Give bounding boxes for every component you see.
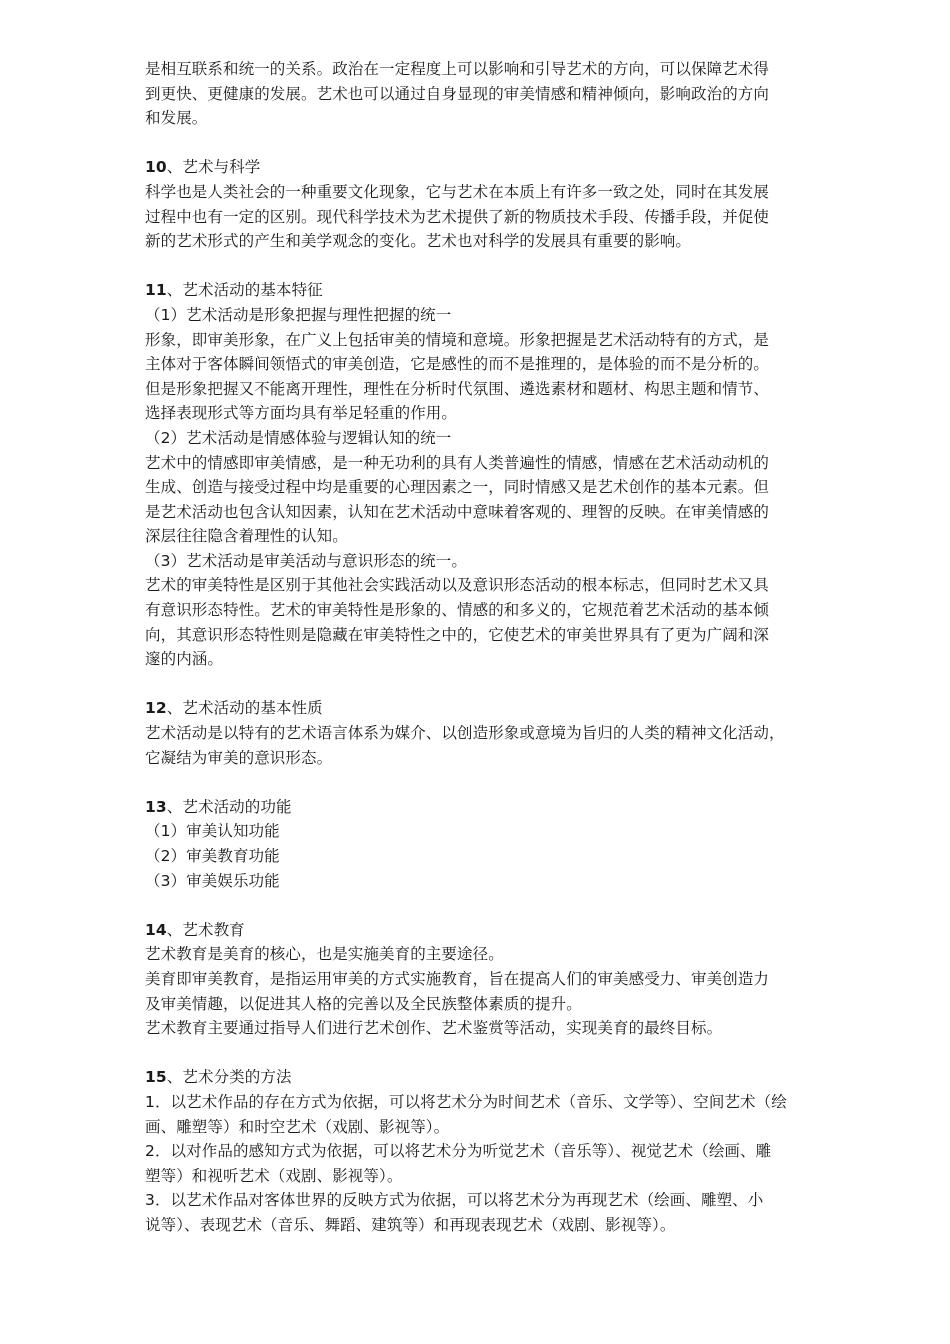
section-title: 、艺术活动的基本性质 (166, 699, 323, 718)
section-title: 、艺术与科学 (166, 158, 261, 177)
text-line: 选择表现形式等方面均具有举足轻重的作用。 (145, 404, 458, 423)
text-line: 艺术教育是美育的核心，也是实施美育的主要途径。 (145, 945, 504, 964)
text-line: 形象，即审美形象，在广义上包括审美的情境和意境。形象把握是艺术活动特有的方式，是 (145, 330, 770, 349)
section-spacer (145, 672, 815, 697)
text-line: 过程中也有一定的区别。现代科学技术为艺术提供了新的物质技术手段、传播手段，并促使 (145, 207, 770, 226)
section-heading (145, 1065, 815, 1090)
text-line: 说等）、表现艺术（音乐、舞蹈、建筑等）和再现表现艺术（戏剧、影视等）。 (145, 1215, 676, 1234)
text-line: 科学也是人类社会的一种重要文化现象，它与艺术在本质上有许多一致之处，同时在其发展 (145, 182, 770, 201)
text-line: 是艺术活动也包含认知因素，认知在艺术活动中意味着客观的、理智的反映。在审美情感的 (145, 502, 770, 521)
text-line: （1）艺术活动是形象把握与理性把握的统一 (145, 305, 452, 324)
text-line: 但是形象把握又不能离开理性，理性在分析时代氛围、遴选素材和题材、构思主题和情节、 (145, 379, 770, 398)
section-number: 15 (145, 1068, 167, 1087)
section-number: 12 (145, 699, 167, 718)
text-line: 美育即审美教育，是指运用审美的方式实施教育，旨在提高人们的审美感受力、审美创造力 (145, 969, 770, 988)
text-line: 深层往往隐含着理性的认知。 (145, 527, 348, 546)
section-heading (145, 155, 815, 180)
text-line: 2．以对作品的感知方式为依据，可以将艺术分为听觉艺术（音乐等）、视觉艺术（绘画、雕 (145, 1142, 772, 1161)
section-number: 14 (145, 920, 167, 939)
text-line: 3．以艺术作品对客体世界的反映方式为依据，可以将艺术分为再现艺术（绘画、雕塑、小 (145, 1191, 764, 1210)
section-number: 10 (145, 158, 167, 177)
section-heading (145, 918, 815, 943)
text-line: 艺术活动是以特有的艺术语言体系为媒介、以创造形象或意境为旨归的人类的精神文化活动， (145, 724, 785, 743)
text-line: （1）审美认知功能 (145, 822, 280, 841)
text-line: 向，其意识形态特性则是隐藏在审美特性之中的，它使艺术的审美世界具有了更为广阔和深 (145, 625, 770, 644)
text-line: 艺术教育主要通过指导人们进行艺术创作、艺术鉴赏等活动，实现美育的最终目标。 (145, 1019, 723, 1038)
section-title: 、艺术教育 (166, 920, 245, 939)
text-line: 艺术中的情感即审美情感，是一种无功利的具有人类普遍性的情感，情感在艺术活动动机的 (145, 453, 770, 472)
text-line: （3）审美娱乐功能 (145, 871, 280, 890)
section-title: 、艺术分类的方法 (166, 1068, 292, 1087)
section-title: 、艺术活动的基本特征 (166, 281, 323, 300)
text-line: 主体对于客体瞬间领悟式的审美创造，它是感性的而不是推理的，是体验的而不是分析的。 (145, 355, 770, 374)
section-heading (145, 278, 815, 303)
section-spacer (145, 131, 815, 156)
text-line: （2）审美教育功能 (145, 847, 280, 865)
section-spacer (145, 254, 815, 279)
section-title: 、艺术活动的功能 (166, 797, 292, 816)
text-line: 塑等）和视听艺术（戏剧、影视等）。 (145, 1166, 403, 1185)
text-line: 新的艺术形式的产生和美学观念的变化。艺术也对科学的发展具有重要的影响。 (145, 232, 692, 251)
section-number: 13 (145, 797, 167, 816)
text-line: （2）艺术活动是情感体验与逻辑认知的统一 (145, 428, 452, 447)
text-line: 艺术的审美特性是区别于其他社会实践活动以及意识形态活动的根本标志，但同时艺术又具 (145, 576, 770, 595)
section-heading (145, 795, 815, 820)
text-line: 有意识形态特性。艺术的审美特性是形象的、情感的和多义的，它规范着艺术活动的基本倾 (145, 601, 770, 620)
section-spacer (145, 1041, 815, 1066)
text-line: 1．以艺术作品的存在方式为依据，可以将艺术分为时间艺术（音乐、文学等）、空间艺术（绘 (145, 1092, 787, 1111)
text-line: 是相互联系和统一的关系。政治在一定程度上可以影响和引导艺术的方向，可以保障艺术得 (145, 60, 770, 78)
section-number: 11 (145, 281, 167, 300)
section-spacer (145, 770, 815, 795)
text-line: 到更快、更健康的发展。艺术也可以通过自身显现的审美情感和精神倾向，影响政治的方向 (145, 84, 770, 103)
text-line: 生成、创造与接受过程中均是重要的心理因素之一，同时情感又是艺术创作的基本元素。但 (145, 478, 770, 497)
text-line: 及审美情趣，以促进其人格的完善以及全民族整体素质的提升。 (145, 994, 582, 1013)
text-line: 它凝结为审美的意识形态。 (145, 748, 333, 767)
text-line: 和发展。 (145, 109, 208, 128)
section-heading (145, 696, 815, 721)
section-spacer (145, 893, 815, 918)
document-body (145, 57, 815, 1238)
text-line: 画、雕塑等）和时空艺术（戏剧、影视等）。 (145, 1117, 450, 1136)
text-line: （3）艺术活动是审美活动与意识形态的统一。 (145, 551, 467, 570)
text-line: 邃的内涵。 (145, 650, 224, 669)
